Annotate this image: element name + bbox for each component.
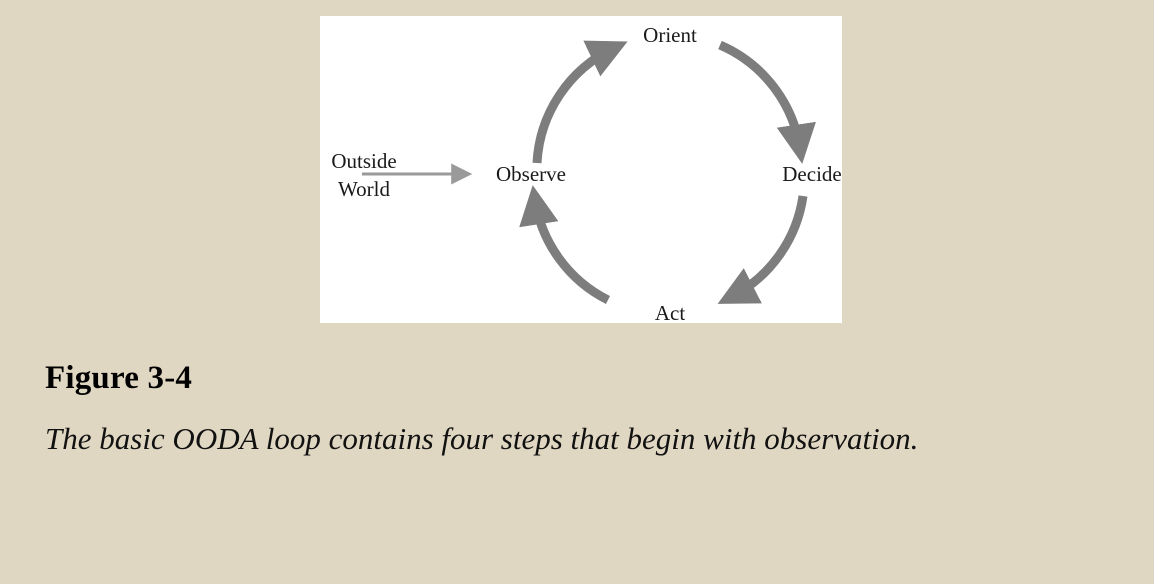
edge-act-to-observe: [535, 200, 608, 300]
figure-caption-text: The basic OODA loop contains four steps that begin with observation.: [45, 421, 919, 457]
node-label-act: Act: [654, 301, 686, 323]
edge-decide-to-act: [731, 196, 803, 297]
edge-observe-to-orient: [537, 48, 614, 163]
edge-orient-to-decide: [720, 45, 800, 149]
outside-world-label-line1: Outside: [331, 149, 397, 173]
node-label-decide: Decide: [782, 162, 842, 186]
figure-image-panel: [320, 16, 842, 323]
outside-world-label-line2: World: [338, 177, 390, 201]
figure-number: Figure 3-4: [45, 360, 193, 396]
node-label-observe: Observe: [496, 162, 566, 186]
ooda-loop-diagram: [320, 16, 842, 323]
figure-caption-block: [45, 360, 1105, 468]
node-label-orient: Orient: [643, 23, 697, 47]
